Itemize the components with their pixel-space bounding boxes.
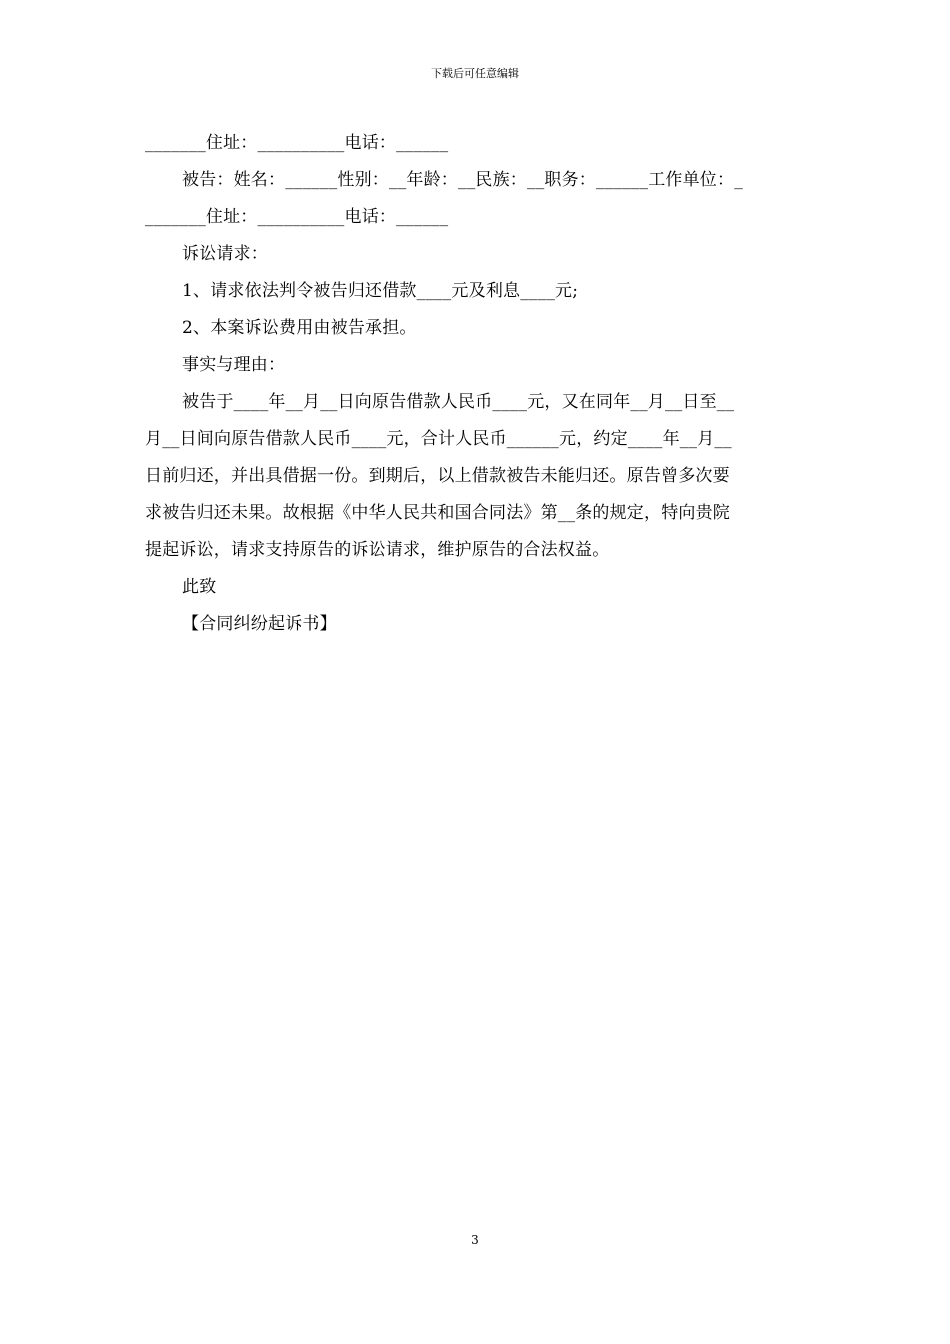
page-number: 3	[471, 1233, 479, 1247]
facts-line-5: 提起诉讼，请求支持原告的诉讼请求，维护原告的合法权益。	[145, 540, 610, 560]
page-header: 下载后可任意编辑	[431, 67, 519, 80]
facts-line-4: 求被告归还未果。故根据《中华人民共和国合同法》第__条的规定，特向贵院	[145, 503, 730, 523]
facts-paragraph	[145, 384, 807, 569]
claim-item-2: 2、本案诉讼费用由被告承担。	[182, 318, 417, 338]
facts-line-2: 月__日间向原告借款人民币____元，合计人民币______元，约定____年__月__	[145, 429, 732, 449]
facts-line-1: 被告于____年__月__日向原告借款人民币____元，又在同年__月__日至__	[182, 392, 735, 412]
facts-heading: 事实与理由：	[182, 355, 286, 375]
defendant-info-line: 被告：姓名：______性别：__年龄：__民族：__职务：______工作单位：_	[182, 170, 743, 190]
closing-salutation: 此致	[182, 577, 217, 597]
plaintiff-address-line: _______住址：__________电话：______	[145, 133, 449, 153]
document-body	[145, 125, 807, 643]
facts-line-3: 日前归还，并出具借据一份。到期后，以上借款被告未能归还。原告曾多次要	[145, 466, 730, 486]
claim-item-1: 1、请求依法判令被告归还借款____元及利息____元;	[182, 281, 579, 301]
defendant-address-line: _______住址：__________电话：______	[145, 207, 449, 227]
document-title-bracket: 【合同纠纷起诉书】	[182, 614, 337, 634]
claims-heading: 诉讼请求：	[182, 244, 268, 264]
